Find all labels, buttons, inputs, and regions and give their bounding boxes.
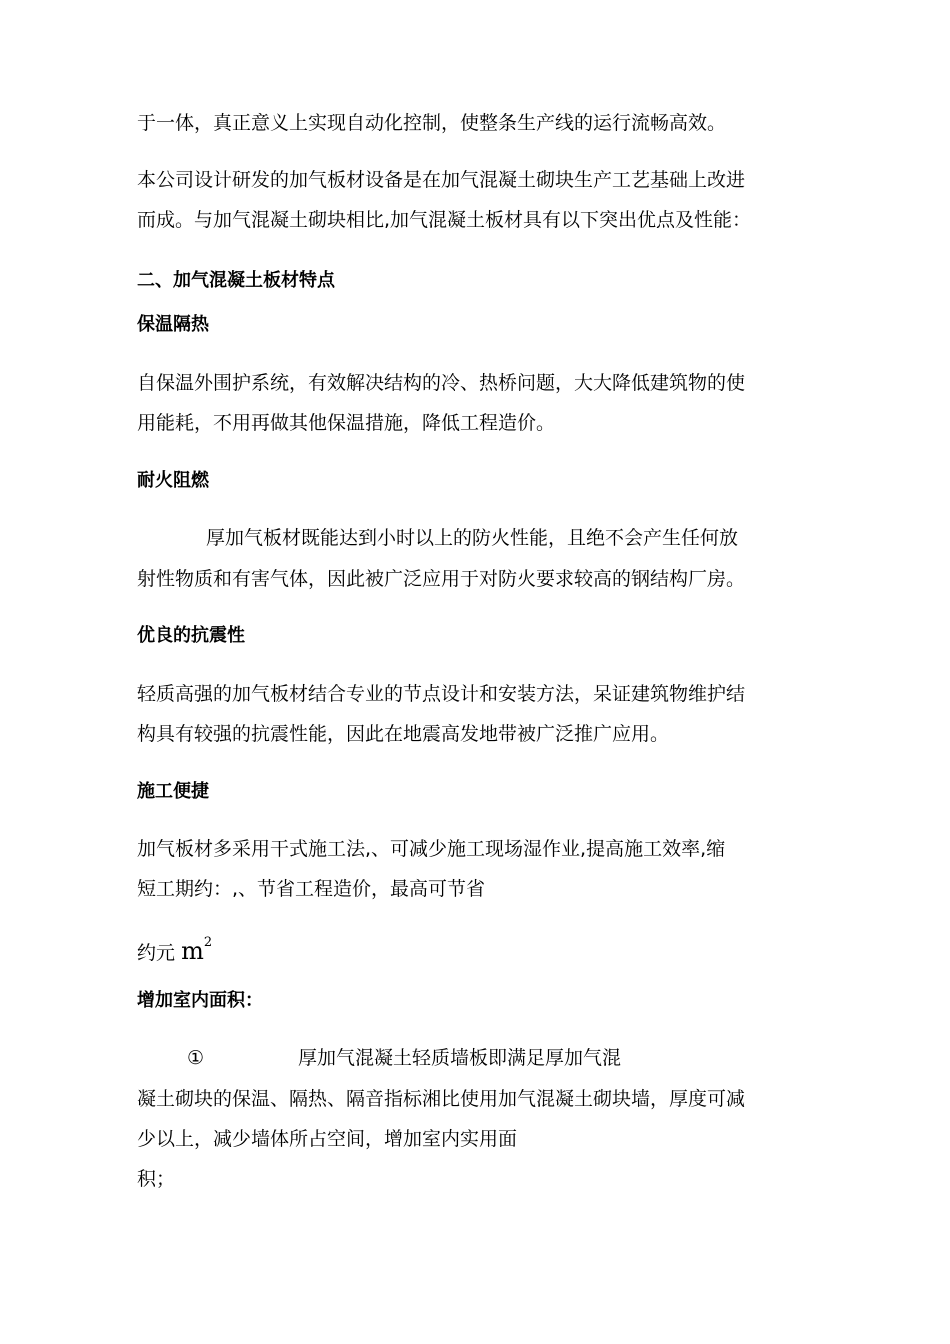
construction-line-3 [137,932,837,968]
construction-line-2: 短工期约：,、节省工程造价，最高可节省 [137,878,486,900]
intro-line-1: 于一体，真正意义上实现自动化控制，使整条生产线的运行流畅高效。 [137,112,727,134]
fire-line-1: 厚加气板材既能达到小时以上的防火性能，且绝不会产生任何放 [206,527,739,549]
heading-indoor-area: 增加室内面积： [137,990,263,1011]
intro-line-2: 本公司设计研发的加气板材设备是在加气混凝土砌块生产工艺基础上改进 [137,169,746,191]
indoor-line-1: 厚加气混凝土轻质墙板即满足厚加气混 [298,1047,622,1069]
heading-insulation: 保温隔热 [137,314,209,335]
seismic-line-1: 轻质高强的加气板材结合专业的节点设计和安装方法，呆证建筑物维护结 [137,683,746,705]
heading-fire-resistance: 耐火阻燃 [137,470,209,491]
indoor-line-4: 积； [137,1168,176,1190]
seismic-line-2: 构具有较强的抗震性能，因此在地震高发地带被广泛推广应用。 [137,723,670,745]
area-unit-exponent: 2 [203,935,213,950]
indoor-line-3: 少以上，减少墙体所占空间，增加室内实用面 [137,1128,518,1150]
heading-construction: 施工便捷 [137,781,209,802]
indoor-line-2: 凝土砌块的保温、隔热、隔音指标湘比使用加气混凝土砌块墙，厚度可减 [137,1088,746,1110]
construction-line-1: 加气板材多采用干式施工法,、可减少施工现场湿作业,提高施工效率,缩 [137,838,726,860]
heading-seismic: 优良的抗震性 [137,625,245,646]
insulation-line-2: 用能耗，不用再做其他保温措施，降低工程造价。 [137,412,556,434]
insulation-line-1: 自保温外围护系统，有效解决结构的冷、热桥问题，大大降低建筑物的使 [137,372,746,394]
intro-line-3: 而成。与加气混凝土砌块相比,加气混凝土板材具有以下突出优点及性能： [137,209,752,231]
list-marker-1: ① [187,1047,205,1069]
section-title: 二、加气混凝土板材特点 [137,270,335,291]
fire-line-2: 射性物质和有害气体，因此被广泛应用于对防火要求较高的钢结构厂房。 [137,568,746,590]
construction-line-3-text: 约元 [137,942,176,964]
area-unit: $m^2$ [181,935,213,965]
